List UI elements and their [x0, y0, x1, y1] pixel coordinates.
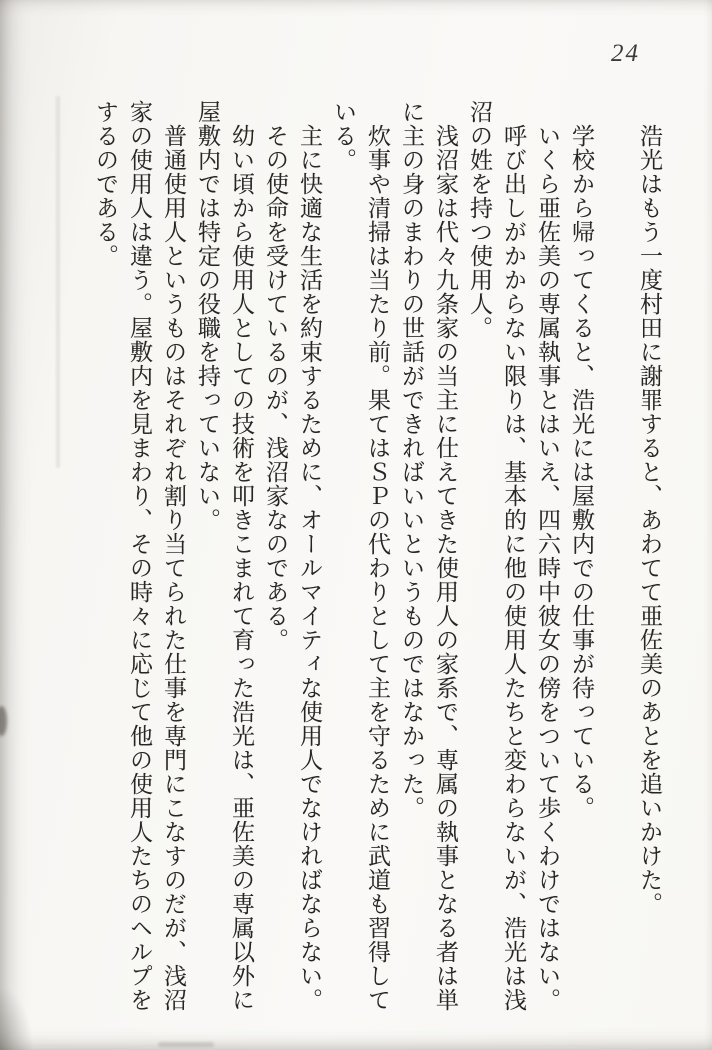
scan-corner-shade [0, 986, 34, 1050]
paragraph-7: 主に快適な生活を約束するために、オールマイティな使用人でなければならない。 [297, 124, 322, 1012]
body-text [88, 100, 666, 1016]
paragraph-8: その使命を受けているのが、浅沼家なのである。 [263, 124, 288, 652]
paragraph-10: 普通使用人というものはそれぞれ割り当てられた仕事を専門にこなすのだが、浅沼家の使用人は違う。屋敷内を見まわり、その時々に応じて他の使用人たちのヘルプをするのである。 [93, 100, 186, 1012]
page-number: 24 [611, 40, 640, 67]
paragraph-1: 浩光はもう一度村田に謝罪すると、あわてて亜佐美のあとを追いかけた。 [637, 124, 662, 916]
paragraph-6: 炊事や清掃は当たり前。果てはＳＰの代わりとして主を守るために武道も習得している。 [331, 100, 390, 1012]
scan-bleedthrough-line [56, 96, 60, 468]
paragraph-2: 学校から帰ってくると、浩光には屋敷内での仕事が待っている。 [569, 124, 594, 820]
paragraph-4: 呼び出しがかからない限りは、基本的に他の使用人たちと変わらないが、浩光は浅沼の姓を持つ使用人。 [467, 100, 526, 1012]
scan-bottom-smudge [158, 1042, 214, 1047]
paragraph-3: いくら亜佐美の専属執事とはいえ、四六時中彼女の傍をついて歩くわけではない。 [535, 124, 560, 1012]
scan-edge-mark [0, 706, 7, 736]
paragraph-9: 幼い頃から使用人としての技術を叩きこまれて育った浩光は、亜佐美の専属以外に屋敷内では特定の役職を持っていない。 [195, 100, 254, 1012]
paragraph-5: 浅沼家は代々九条家の当主に仕えてきた使用人の家系で、専属の執事となる者は単に主の身のまわりの世話ができればいいというものではなかった。 [399, 100, 458, 1012]
